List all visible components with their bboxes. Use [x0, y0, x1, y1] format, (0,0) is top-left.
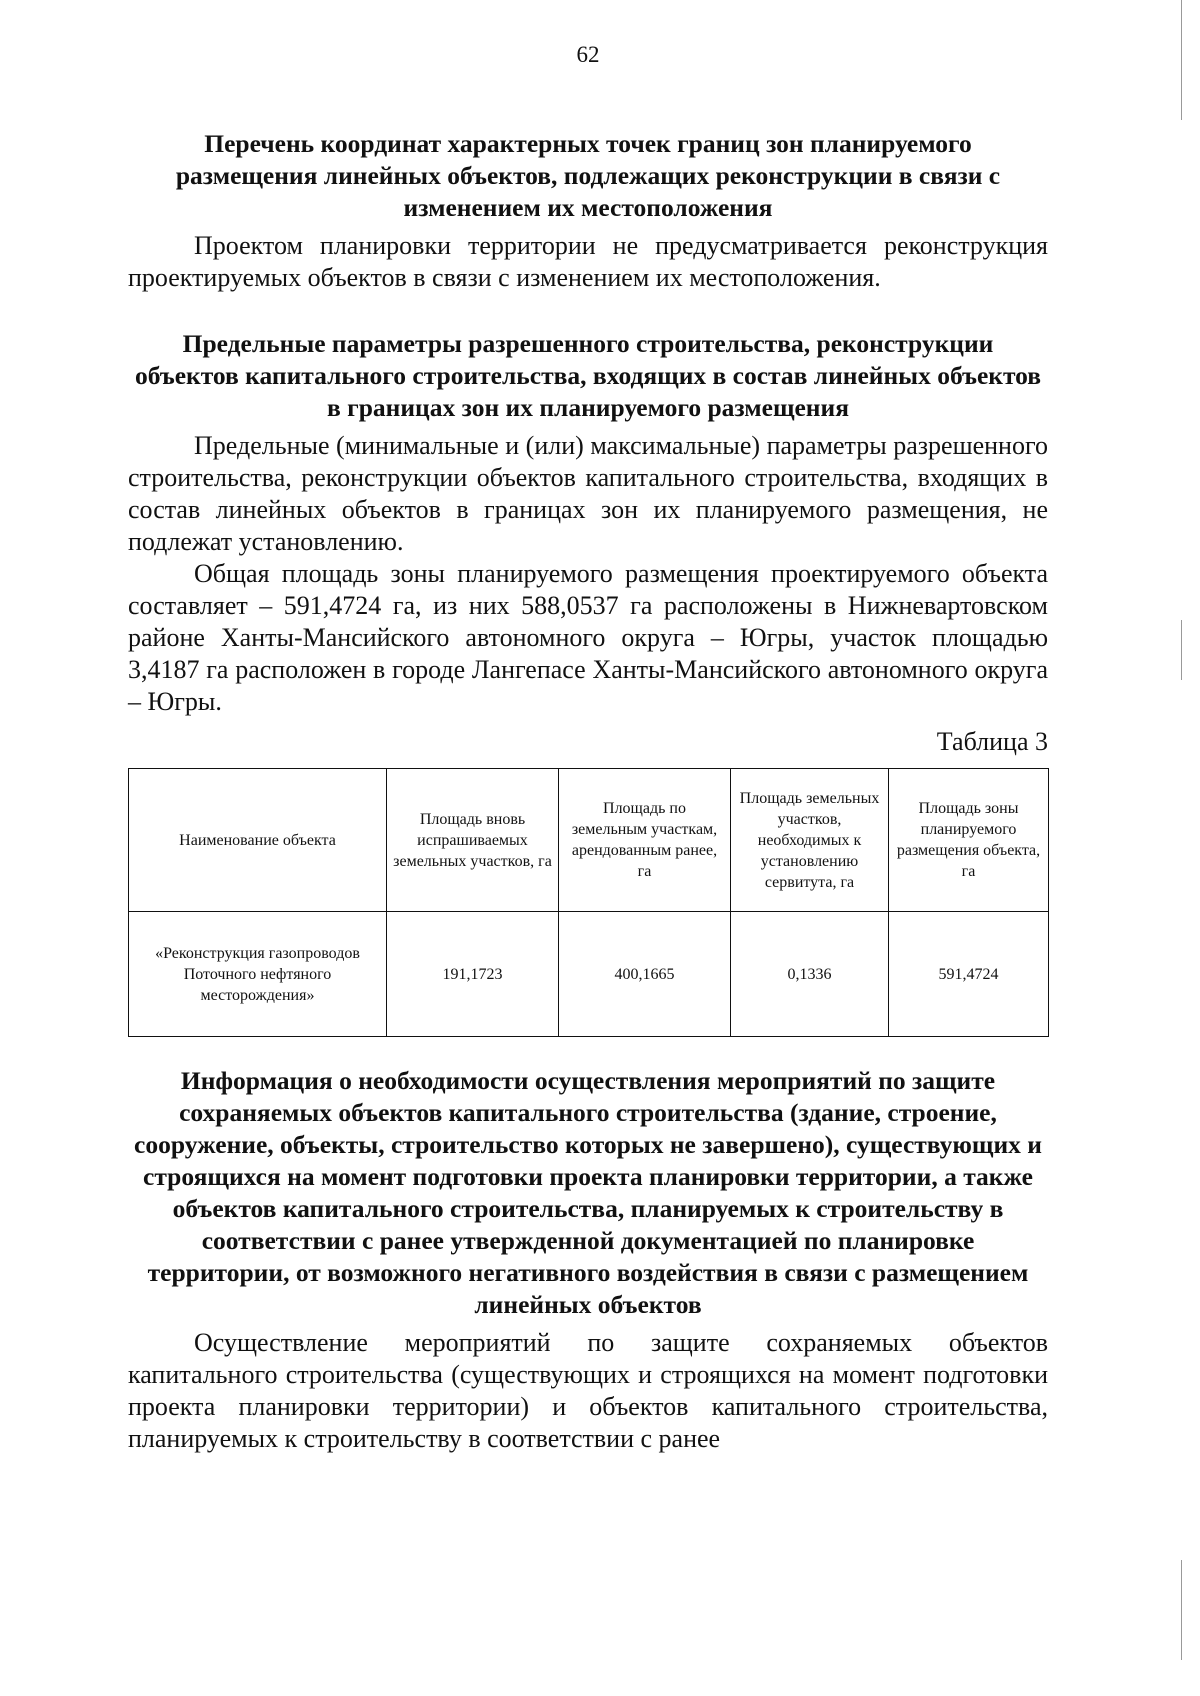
section1-paragraph: Проектом планировки территории не предусматривается реконструкция проектируемых объектов в связи с изменением их местоположения. [128, 231, 1048, 292]
cell-leased-plots-area: 400,1665 [559, 912, 731, 1037]
cell-servitude-area: 0,1336 [731, 912, 889, 1037]
header-zone-area: Площадь зоны планируемого размещения объекта, га [889, 769, 1049, 912]
cell-new-plots-area: 191,1723 [387, 912, 559, 1037]
header-servitude-area: Площадь земельных участков, необходимых к установлению сервитута, га [731, 769, 889, 912]
table-caption: Таблица 3 [936, 727, 1048, 756]
cell-object-name: «Реконструкция газопроводов Поточного нефтяного месторождения» [129, 912, 387, 1037]
area-table [128, 768, 1049, 1037]
section1-heading: Перечень координат характерных точек границ зон планируемого размещения линейных объектов, подлежащих реконструкции в связи с изменением их местоположения [175, 129, 1001, 222]
section2-heading: Предельные параметры разрешенного строительства, реконструкции объектов капитального строительства, входящих в состав линейных объектов в границах зон их планируемого размещения [134, 329, 1042, 422]
section2-paragraph-2: Общая площадь зоны планируемого размещения проектируемого объекта составляет – 591,4724 га, из них 588,0537 га расположены в Нижневартовском районе Ханты-Мансийского автономного округа – Югры, участок площадью 3,4187 га расположен в городе Лангепасе Ханты-Мансийского автономного округа – Югры. [128, 559, 1048, 716]
header-object-name: Наименование объекта [129, 769, 387, 912]
cell-zone-area: 591,4724 [889, 912, 1049, 1037]
table-header-row [129, 769, 1049, 912]
scan-edge-mark [1181, 0, 1182, 120]
scan-edge-mark [1181, 1560, 1182, 1660]
section2-paragraph-1: Предельные (минимальные и (или) максимальные) параметры разрешенного строительства, реконструкции объектов капитального строительства, входящих в состав линейных объектов в границах зон их планируемого размещения, не подлежат установлению. [128, 431, 1048, 556]
page-content [128, 128, 1048, 1455]
page-number: 62 [576, 42, 600, 67]
section3-heading: Информация о необходимости осуществления мероприятий по защите сохраняемых объектов капитального строительства (здание, строение, сооружение, объекты, строительство которых не завершено), существующих и строящихся на момент подготовки проекта планировки территории, а также объектов капитального строительства, планируемых к строительству в соответствии с ранее утвержденной документацией по планировке территории, от возможного негативного воздействия в связи с размещением линейных объектов [134, 1066, 1042, 1319]
header-leased-plots-area: Площадь по земельным участкам, арендованным ранее, га [559, 769, 731, 912]
table-row [129, 912, 1049, 1037]
header-new-plots-area: Площадь вновь испрашиваемых земельных участков, га [387, 769, 559, 912]
scan-edge-mark [1181, 620, 1182, 680]
section3-paragraph: Осуществление мероприятий по защите сохраняемых объектов капитального строительства (существующих и строящихся на момент подготовки проекта планировки территории) и объектов капитального строительства, планируемых к строительству в соответствии с ранее [128, 1328, 1048, 1453]
